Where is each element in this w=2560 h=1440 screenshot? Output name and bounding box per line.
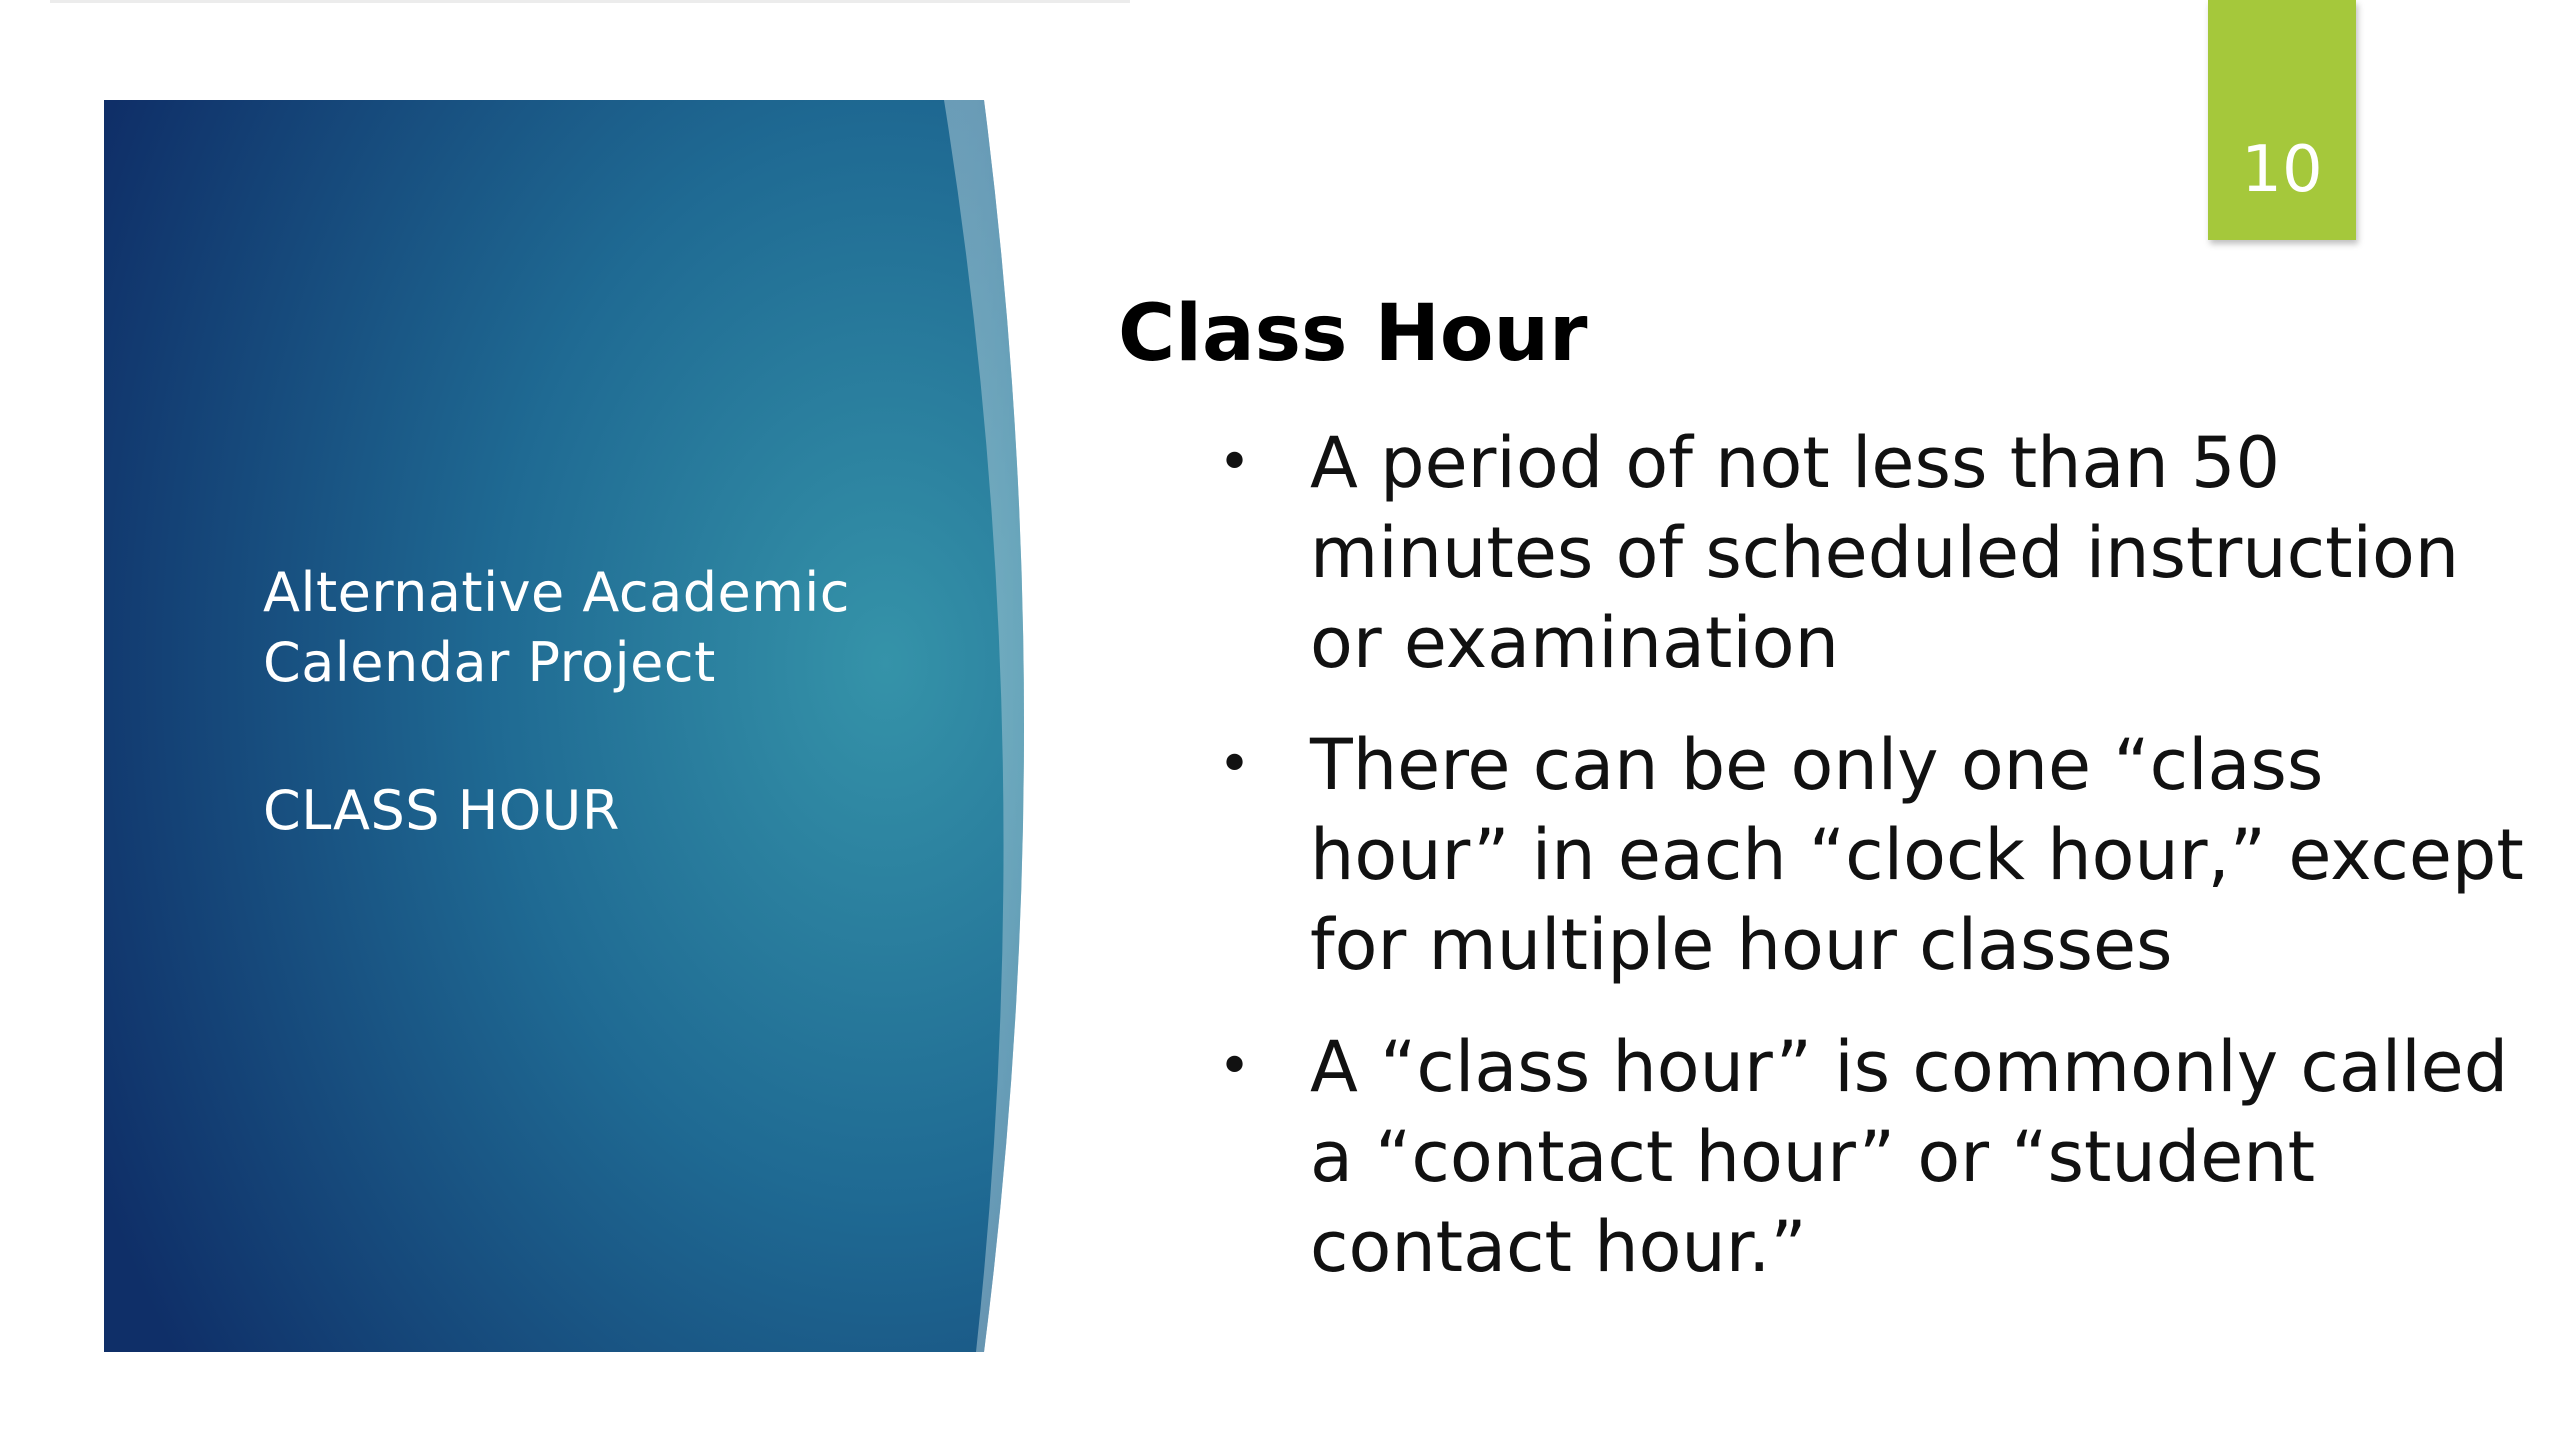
- page-number-badge: [2208, 0, 2356, 240]
- bullet-text: A period of not less than 50 minutes of scheduled instruction or examination: [1310, 422, 2460, 684]
- bullet-item: [1200, 1022, 2540, 1292]
- bullet-icon: •: [1218, 1034, 1252, 1099]
- page-number: 10: [2241, 133, 2323, 207]
- bullet-item: [1200, 418, 2540, 688]
- title-panel: [104, 100, 1048, 1352]
- bullet-icon: •: [1218, 430, 1252, 495]
- bullet-list: [1200, 418, 2540, 1324]
- bullet-text: A “class hour” is commonly called a “contact hour” or “student contact hour.”: [1310, 1026, 2509, 1288]
- panel-subtitle: CLASS HOUR: [263, 779, 620, 842]
- top-divider: [50, 0, 1130, 3]
- slide-heading: Class Hour: [1118, 289, 1588, 379]
- panel-title: Alternative Academic Calendar Project: [263, 561, 850, 694]
- bullet-text: There can be only one “class hour” in each “clock hour,” except for multiple hour classes: [1310, 724, 2524, 986]
- bullet-icon: •: [1218, 732, 1252, 797]
- title-panel-background: [104, 100, 1048, 1352]
- bullet-item: [1200, 720, 2540, 990]
